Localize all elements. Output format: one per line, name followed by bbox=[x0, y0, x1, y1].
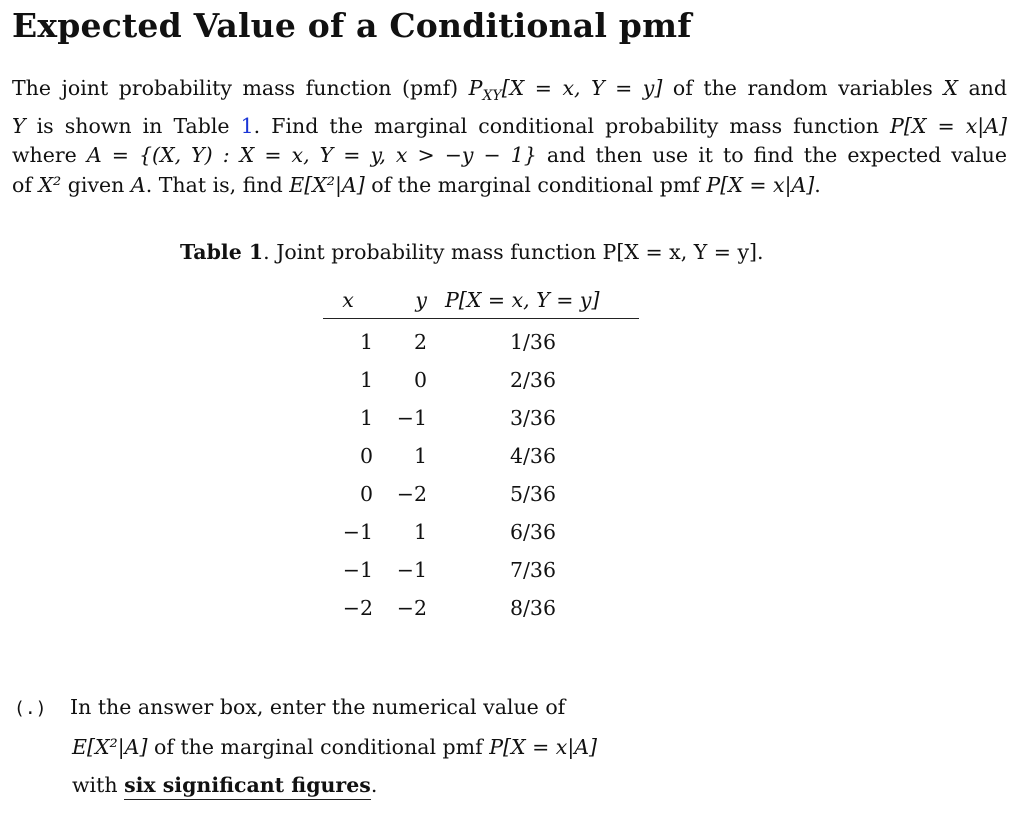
problem-text: and bbox=[957, 76, 1007, 100]
header-x: x bbox=[323, 282, 373, 319]
cell-probability: 7/36 bbox=[509, 558, 557, 582]
math-x: X bbox=[943, 76, 958, 100]
table-reference-link[interactable]: 1 bbox=[240, 113, 254, 138]
problem-line-2 bbox=[12, 112, 1007, 142]
cell-x: −2 bbox=[342, 596, 373, 620]
cell-probability: 6/36 bbox=[509, 520, 557, 544]
math-subscript: XY bbox=[482, 88, 502, 105]
table-row bbox=[323, 551, 639, 589]
table-row bbox=[323, 319, 639, 362]
cell-x: 1 bbox=[359, 406, 373, 430]
problem-text: where bbox=[12, 143, 87, 168]
answer-prompt bbox=[14, 688, 597, 804]
cell-probability: 8/36 bbox=[509, 596, 557, 620]
cell-y: −2 bbox=[396, 482, 427, 506]
caption-text: . Joint probability mass function P[X = x, Y = y]. bbox=[263, 240, 764, 264]
problem-text: The joint probability mass function (pmf) bbox=[12, 76, 469, 100]
math-x-squared: X² bbox=[38, 172, 62, 197]
table-header-row bbox=[323, 282, 639, 319]
math-y: Y bbox=[12, 113, 26, 138]
prompt-text: with bbox=[72, 773, 125, 797]
problem-text: . That is, find bbox=[145, 172, 290, 197]
prompt-text: In the answer box, enter the numerical value of bbox=[70, 695, 566, 719]
math-event: [X = x, Y = y] bbox=[501, 76, 663, 100]
prompt-line-3 bbox=[14, 766, 597, 804]
problem-text: of the random variables bbox=[662, 76, 944, 100]
prompt-line-2 bbox=[14, 728, 597, 766]
cell-x: 0 bbox=[359, 444, 373, 468]
table-row bbox=[323, 513, 639, 551]
problem-text: . bbox=[814, 172, 821, 197]
cell-y: −2 bbox=[396, 596, 427, 620]
problem-line-1 bbox=[12, 74, 1007, 112]
table-row bbox=[323, 437, 639, 475]
cell-probability: 3/36 bbox=[509, 406, 557, 430]
cell-x: −1 bbox=[342, 520, 373, 544]
math-event-a: A = {(X, Y) : X = x, Y = y, x > −y − 1} bbox=[86, 143, 537, 168]
cell-x: 1 bbox=[359, 368, 373, 392]
math-expectation: E[X²|A] bbox=[289, 172, 365, 197]
cell-probability: 2/36 bbox=[509, 368, 557, 392]
significant-figures-note: six significant figures bbox=[124, 773, 371, 800]
cell-y: 2 bbox=[413, 330, 427, 354]
cell-y: −1 bbox=[396, 406, 427, 430]
cell-probability: 4/36 bbox=[509, 444, 557, 468]
problem-statement bbox=[12, 74, 1007, 200]
prompt-line-1 bbox=[14, 695, 565, 719]
table-row bbox=[323, 589, 639, 627]
page-title: Expected Value of a Conditional pmf bbox=[12, 6, 692, 45]
math-conditional-pmf: P[X = x|A] bbox=[489, 735, 598, 759]
problem-text: and then use it to find the expected value bbox=[536, 143, 1008, 168]
header-probability: P[X = x, Y = y] bbox=[427, 282, 639, 319]
problem-line-4 bbox=[12, 171, 1007, 201]
cell-y: 0 bbox=[413, 368, 427, 392]
cell-y: 1 bbox=[413, 520, 427, 544]
cell-x: −1 bbox=[342, 558, 373, 582]
table-row bbox=[323, 361, 639, 399]
math-a: A bbox=[130, 172, 146, 197]
problem-text: . Find the marginal conditional probability mass function bbox=[253, 113, 891, 138]
problem-text: given bbox=[61, 172, 131, 197]
question-marker: (.) bbox=[14, 698, 47, 719]
math-expectation: E[X²|A] bbox=[72, 735, 148, 759]
math-p: P bbox=[468, 76, 483, 100]
cell-x: 1 bbox=[359, 330, 373, 354]
math-conditional-pmf: P[X = x|A] bbox=[706, 172, 815, 197]
table-row bbox=[323, 399, 639, 437]
header-y: y bbox=[373, 282, 427, 319]
prompt-text: . bbox=[370, 773, 378, 797]
cell-x: 0 bbox=[359, 482, 373, 506]
cell-probability: 5/36 bbox=[509, 482, 557, 506]
problem-text: of the marginal conditional pmf bbox=[364, 172, 707, 197]
caption-label: Table 1 bbox=[180, 240, 264, 264]
table-row bbox=[323, 475, 639, 513]
problem-text: is shown in Table bbox=[25, 113, 241, 138]
cell-probability: 1/36 bbox=[509, 330, 557, 354]
problem-text: of bbox=[12, 172, 39, 197]
prompt-text: of the marginal conditional pmf bbox=[147, 735, 490, 759]
table-caption bbox=[180, 240, 764, 264]
problem-line-3 bbox=[12, 141, 1007, 171]
cell-y: 1 bbox=[413, 444, 427, 468]
math-conditional-pmf: P[X = x|A] bbox=[890, 113, 1007, 138]
cell-y: −1 bbox=[396, 558, 427, 582]
joint-pmf-table bbox=[323, 282, 639, 627]
